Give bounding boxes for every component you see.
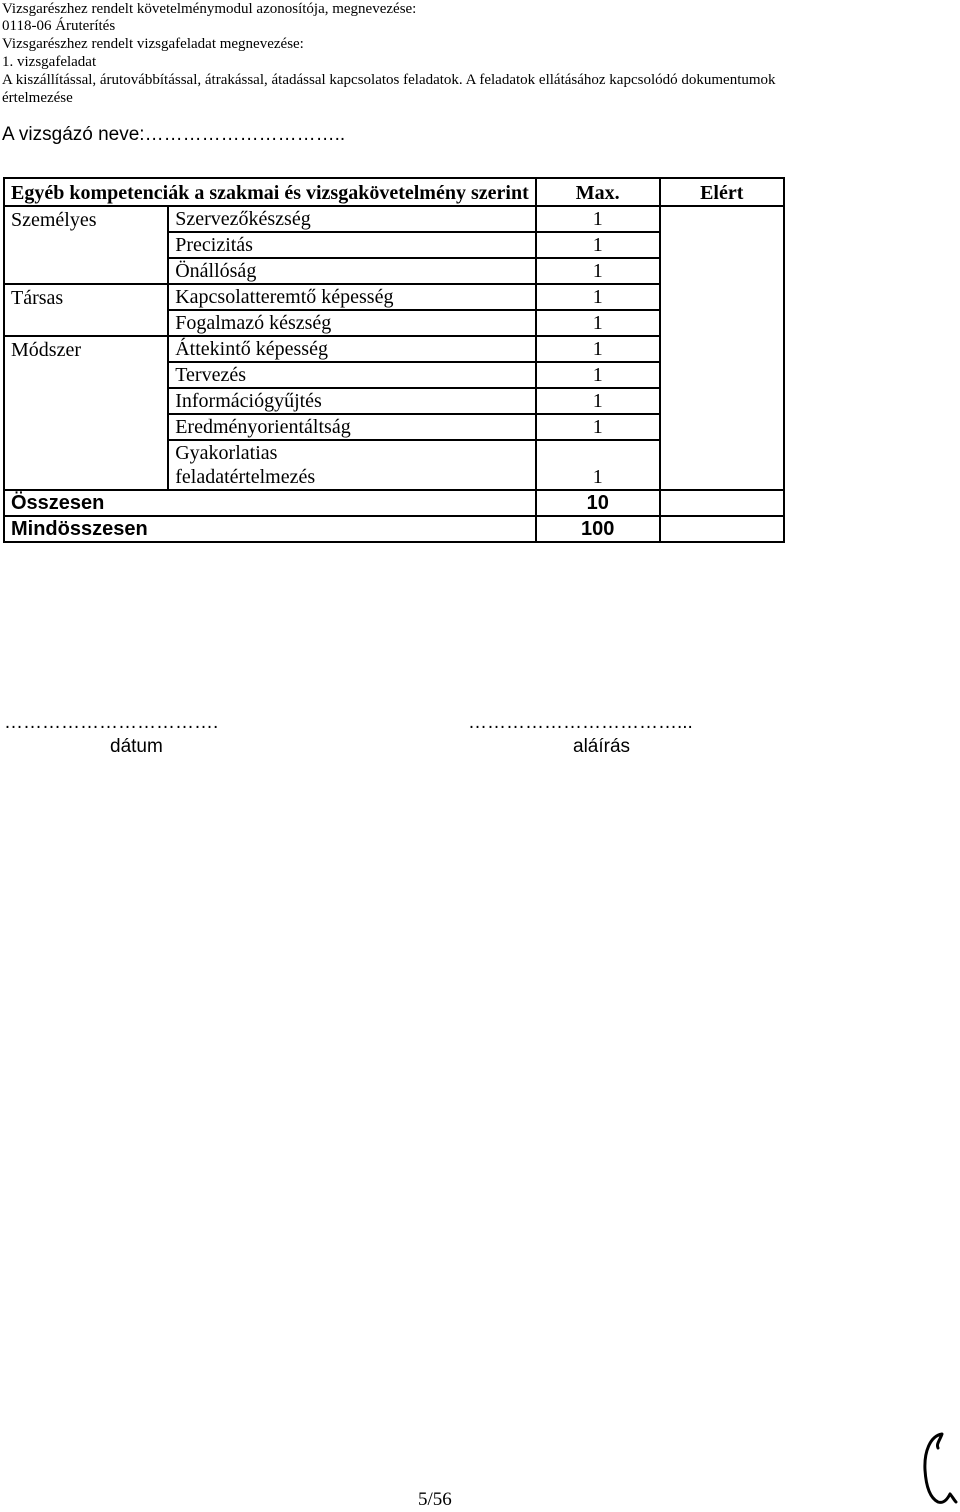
- table-row: [4, 258, 784, 284]
- date-label: dátum: [110, 736, 163, 757]
- col-max-header: Max.: [536, 178, 660, 206]
- achieved-cell: [660, 440, 784, 490]
- item-cell: Fogalmazó készség: [168, 310, 536, 336]
- candidate-name-field: A vizsgázó neve:…………………………..: [2, 124, 346, 145]
- task-number: 1. vizsgafeladat: [2, 54, 97, 70]
- table-row: [4, 336, 784, 362]
- grand-total-label: Mindösszesen: [4, 516, 536, 542]
- item-cell: Szervezőkészség: [168, 206, 536, 232]
- max-cell: 1: [536, 310, 660, 336]
- item-cell: Önállóság: [168, 258, 536, 284]
- item-line: feladatértelmezés: [175, 466, 316, 488]
- achieved-cell: [660, 414, 784, 440]
- item-cell: Precizitás: [168, 232, 536, 258]
- grand-total-achieved-cell: [660, 516, 784, 542]
- category-cell: [4, 388, 168, 414]
- table-row: [4, 310, 784, 336]
- grand-total-row: [4, 516, 784, 542]
- task-description: A kiszállítással, árutovábbítással, átrakással, átadással kapcsolatos feladatok. A feladatok ellátásához kapcsolódó dokumentumok: [2, 72, 776, 88]
- table-heading: Egyéb kompetenciák a szakmai és vizsgakövetelmény szerint: [4, 178, 536, 206]
- table-row: [4, 284, 784, 310]
- date-dots: …………………………….: [4, 712, 219, 733]
- table-row: [4, 414, 784, 440]
- achieved-cell: [660, 310, 784, 336]
- subtotal-achieved-cell: [660, 490, 784, 516]
- table-row: [4, 362, 784, 388]
- max-cell: 1: [536, 336, 660, 362]
- max-cell: 1: [536, 440, 660, 490]
- item-cell: [168, 440, 536, 490]
- max-cell: 1: [536, 206, 660, 232]
- handwritten-initial-mark: [918, 1430, 958, 1508]
- col-achieved-header: Elért: [660, 178, 784, 206]
- achieved-cell: [660, 388, 784, 414]
- achieved-cell: [660, 232, 784, 258]
- table-row: [4, 206, 784, 232]
- table-row: [4, 232, 784, 258]
- achieved-cell: [660, 206, 784, 232]
- table-row: [4, 388, 784, 414]
- category-cell: [4, 414, 168, 440]
- competency-table: [3, 177, 785, 543]
- item-cell: Tervezés: [168, 362, 536, 388]
- page-number: 5/56: [418, 1489, 452, 1510]
- table-header-row: [4, 178, 784, 206]
- grand-total-value: 100: [536, 516, 660, 542]
- task-label: Vizsgarészhez rendelt vizsgafeladat megnevezése:: [2, 36, 304, 52]
- max-cell: 1: [536, 388, 660, 414]
- subtotal-value: 10: [536, 490, 660, 516]
- category-cell: [4, 440, 168, 490]
- item-cell: Eredményorientáltság: [168, 414, 536, 440]
- item-cell: Információgyűjtés: [168, 388, 536, 414]
- module-label: Vizsgarészhez rendelt követelménymodul azonosítója, megnevezése:: [2, 1, 417, 17]
- category-cell: Személyes: [4, 206, 168, 232]
- max-cell: 1: [536, 414, 660, 440]
- task-description-cont: értelmezése: [2, 90, 73, 106]
- achieved-cell: [660, 284, 784, 310]
- signature-label: aláírás: [573, 736, 631, 757]
- max-cell: 1: [536, 232, 660, 258]
- achieved-cell: [660, 258, 784, 284]
- category-cell: Társas: [4, 284, 168, 310]
- category-cell: [4, 232, 168, 258]
- table-row: [4, 440, 784, 490]
- achieved-cell: [660, 336, 784, 362]
- max-cell: 1: [536, 258, 660, 284]
- category-cell: Módszer: [4, 336, 168, 362]
- subtotal-row: [4, 490, 784, 516]
- subtotal-label: Összesen: [4, 490, 536, 516]
- category-cell: [4, 258, 168, 284]
- achieved-cell: [660, 362, 784, 388]
- item-cell: Kapcsolatteremtő képesség: [168, 284, 536, 310]
- module-name: 0118-06 Áruterítés: [2, 18, 116, 34]
- max-cell: 1: [536, 362, 660, 388]
- item-line: Gyakorlatias: [175, 442, 278, 464]
- max-cell: 1: [536, 284, 660, 310]
- category-cell: [4, 362, 168, 388]
- item-cell: Áttekintő képesség: [168, 336, 536, 362]
- category-cell: [4, 310, 168, 336]
- signature-dots: ……………………………...: [468, 712, 693, 733]
